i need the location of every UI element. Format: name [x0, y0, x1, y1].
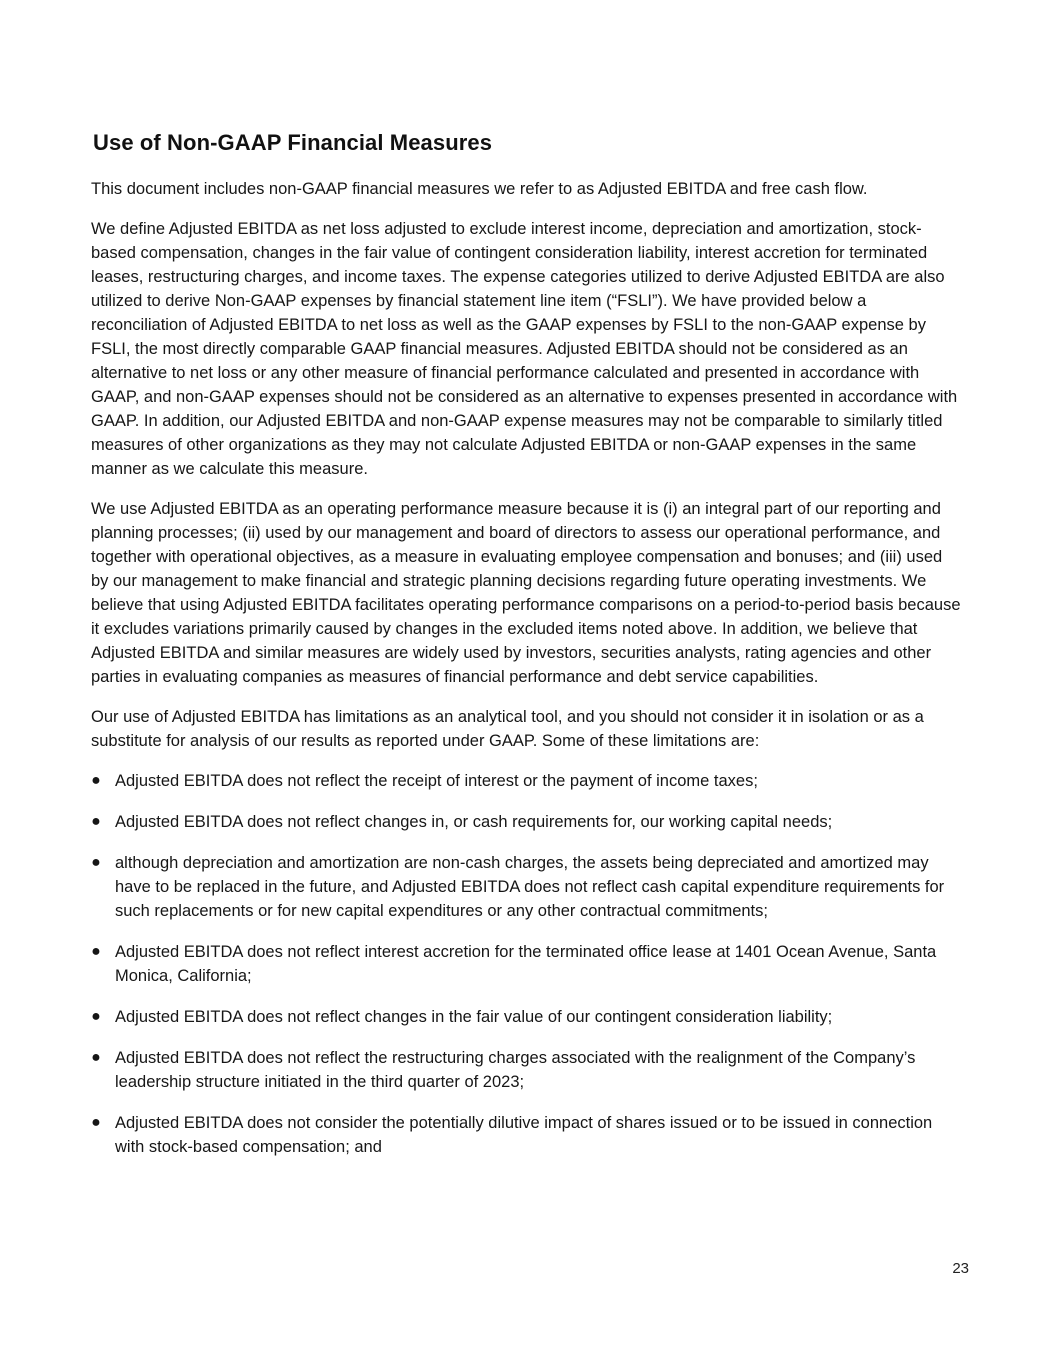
list-item: [91, 940, 963, 988]
list-item-text: Adjusted EBITDA does not reflect the restructuring charges associated with the realignment of the Company’s leadership structure initiated in the third quarter of 2023;: [115, 1049, 916, 1091]
bullet-icon: ●: [91, 1049, 101, 1066]
paragraph-definition: We define Adjusted EBITDA as net loss adjusted to exclude interest income, depreciation and amortization, stock-based compensation, changes in the fair value of contingent consideration liability, interest accretion for terminated leases, restructuring charges, and income taxes. The expense categories utilized to derive Adjusted EBITDA are also utilized to derive Non-GAAP expenses by financial statement line item (“FSLI”). We have provided below a reconciliation of Adjusted EBITDA to net loss as well as the GAAP expenses by FSLI to the non-GAAP expense by FSLI, the most directly comparable GAAP financial measures. Adjusted EBITDA should not be considered as an alternative to net loss or any other measure of financial performance calculated and presented in accordance with GAAP, and non-GAAP expenses should not be considered as an alternative to expenses presented in accordance with GAAP. In addition, our Adjusted EBITDA and non-GAAP expense measures may not be comparable to similarly titled measures of other organizations as they may not calculate Adjusted EBITDA or non-GAAP expenses in the same manner as we calculate this measure.: [91, 220, 958, 478]
list-item-text: Adjusted EBITDA does not reflect interest accretion for the terminated office lease at 1401 Ocean Avenue, Santa Monica, California;: [115, 943, 937, 985]
bullet-icon: ●: [91, 1008, 101, 1025]
page-content: [91, 128, 963, 1176]
limitations-list: [91, 769, 963, 1159]
list-item-text: Adjusted EBITDA does not reflect changes in, or cash requirements for, our working capital needs;: [115, 813, 833, 831]
paragraph-intro: This document includes non-GAAP financial measures we refer to as Adjusted EBITDA and free cash flow.: [91, 180, 868, 198]
bullet-icon: ●: [91, 772, 101, 789]
list-item-text: Adjusted EBITDA does not consider the potentially dilutive impact of shares issued or to be issued in connection with stock-based compensation; and: [115, 1114, 933, 1156]
list-item: [91, 1046, 963, 1094]
list-item-text: Adjusted EBITDA does not reflect changes in the fair value of our contingent consideration liability;: [115, 1008, 833, 1026]
page-number: 23: [952, 1260, 969, 1277]
bullet-icon: ●: [91, 943, 101, 960]
list-item-text: Adjusted EBITDA does not reflect the receipt of interest or the payment of income taxes;: [115, 772, 758, 790]
bullet-icon: ●: [91, 1114, 101, 1131]
paragraph-usage: We use Adjusted EBITDA as an operating performance measure because it is (i) an integral part of our reporting and planning processes; (ii) used by our management and board of directors to assess our operational performance, and together with operational objectives, as a measure in evaluating employee compensation and bonuses; and (iii) used by our management to make financial and strategic planning decisions regarding future operating investments. We believe that using Adjusted EBITDA facilitates operating performance comparisons on a period-to-period basis because it excludes variations primarily caused by changes in the excluded items noted above. In addition, we believe that Adjusted EBITDA and similar measures are widely used by investors, securities analysts, rating agencies and other parties in evaluating companies as measures of financial performance and debt service capabilities.: [91, 500, 961, 686]
list-item: [91, 810, 963, 834]
list-item: [91, 769, 963, 793]
bullet-icon: ●: [91, 813, 101, 830]
list-item-text: although depreciation and amortization are non-cash charges, the assets being depreciated and amortized may have to be replaced in the future, and Adjusted EBITDA does not reflect cash capital expenditure requirements for such replacements or for new capital expenditures or any other contractual commitments;: [115, 854, 945, 920]
list-item: [91, 1005, 963, 1029]
list-item: [91, 1111, 963, 1159]
bullet-icon: ●: [91, 854, 101, 871]
paragraph-limitations-intro: Our use of Adjusted EBITDA has limitations as an analytical tool, and you should not consider it in isolation or as a substitute for analysis of our results as reported under GAAP. Some of these limitations are:: [91, 708, 924, 750]
list-item: [91, 851, 963, 923]
page-title: Use of Non-GAAP Financial Measures: [93, 130, 493, 155]
